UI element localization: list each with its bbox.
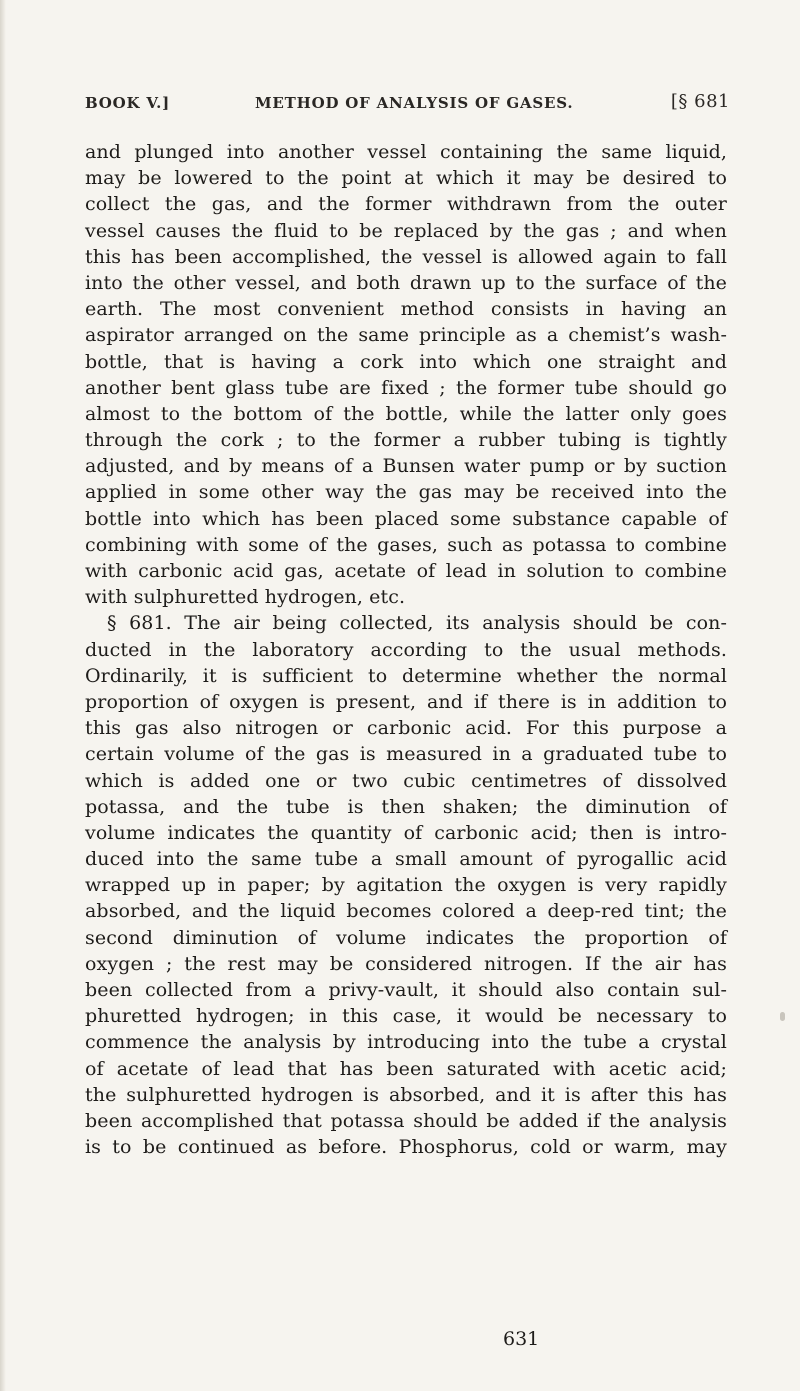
text-line: the sulphuretted hydrogen is absorbed, and it is after this has (85, 1083, 727, 1106)
text-line: adjusted, and by means of a Bunsen water pump or by suction (85, 455, 727, 478)
text-line: this gas also nitrogen or carbonic acid. For this purpose a (85, 717, 727, 740)
text-line: volume indicates the quantity of carbonic acid; then is intro- (85, 821, 727, 844)
text-line: absorbed, and the liquid becomes colored a deep-red tint; the (85, 900, 727, 923)
page-edge-shadow (0, 0, 6, 1391)
text-line: which is added one or two cubic centimetres of dissolved (85, 769, 727, 792)
running-header (85, 91, 730, 120)
text-line: bottle into which has been placed some substance capable of (85, 507, 727, 530)
text-line: earth. The most convenient method consists in having an (85, 298, 727, 321)
text-line: proportion of oxygen is present, and if there is in addition to (85, 690, 727, 713)
text-line: certain volume of the gas is measured in a graduated tube to (85, 743, 727, 766)
text-line: ducted in the laboratory according to the usual methods. (85, 638, 727, 661)
text-line: phuretted hydrogen; in this case, it would be necessary to (85, 1005, 727, 1028)
header-section-number: [§ 681 (670, 91, 730, 112)
text-line: oxygen ; the rest may be considered nitrogen. If the air has (85, 952, 727, 975)
text-line: combining with some of the gases, such as potassa to combine (85, 533, 727, 556)
text-line: been accomplished that potassa should be added if the analysis (85, 1109, 727, 1132)
paragraph-end-line: with sulphuretted hydrogen, etc. (85, 586, 406, 609)
text-line: aspirator arranged on the same principle as a chemist’s wash- (85, 324, 727, 347)
text-line: is to be continued as before. Phosphorus, cold or warm, may (85, 1136, 727, 1159)
text-line: may be lowered to the point at which it may be desired to (85, 167, 727, 190)
text-line: with carbonic acid gas, acetate of lead in solution to combine (85, 560, 727, 582)
text-line: potassa, and the tube is then shaken; the diminution of (85, 795, 727, 818)
page-number: 631 (503, 1328, 540, 1350)
text-line: into the other vessel, and both drawn up to the surface of the (85, 271, 727, 294)
text-line: another bent glass tube are fixed ; the former tube should go (85, 376, 727, 399)
text-line: almost to the bottom of the bottle, while the latter only goes (85, 402, 727, 425)
text-line: of acetate of lead that has been saturated with acetic acid; (85, 1057, 727, 1080)
text-line: bottle, that is having a cork into which one straight and (85, 350, 727, 373)
paper-speck (780, 1012, 785, 1021)
text-line: commence the analysis by introducing into the tube a crystal (85, 1031, 727, 1054)
text-line: through the cork ; to the former a rubber tubing is tightly (85, 429, 727, 452)
text-line: applied in some other way the gas may be received into the (85, 481, 727, 504)
header-book-label: BOOK V.] (85, 94, 171, 112)
text-line: vessel causes the fluid to be replaced by the gas ; and when (85, 219, 727, 242)
body-text (85, 139, 727, 1160)
text-line: this has been accomplished, the vessel is allowed again to fall (85, 245, 727, 268)
text-line: Ordinarily, it is sufficient to determine whether the normal (85, 664, 727, 687)
text-line: been collected from a privy-vault, it should also contain sul- (85, 979, 727, 1001)
text-line: duced into the same tube a small amount of pyrogallic acid (85, 848, 727, 871)
text-line: collect the gas, and the former withdrawn from the outer (85, 193, 727, 216)
text-line: second diminution of volume indicates the proportion of (85, 926, 727, 949)
header-chapter-title: METHOD OF ANALYSIS OF GASES. (255, 94, 574, 112)
text-line: and plunged into another vessel containing the same liquid, (85, 141, 727, 163)
text-line: wrapped up in paper; by agitation the oxygen is very rapidly (85, 874, 727, 897)
section-681-heading-line: § 681. The air being collected, its analysis should be con- (107, 612, 727, 635)
